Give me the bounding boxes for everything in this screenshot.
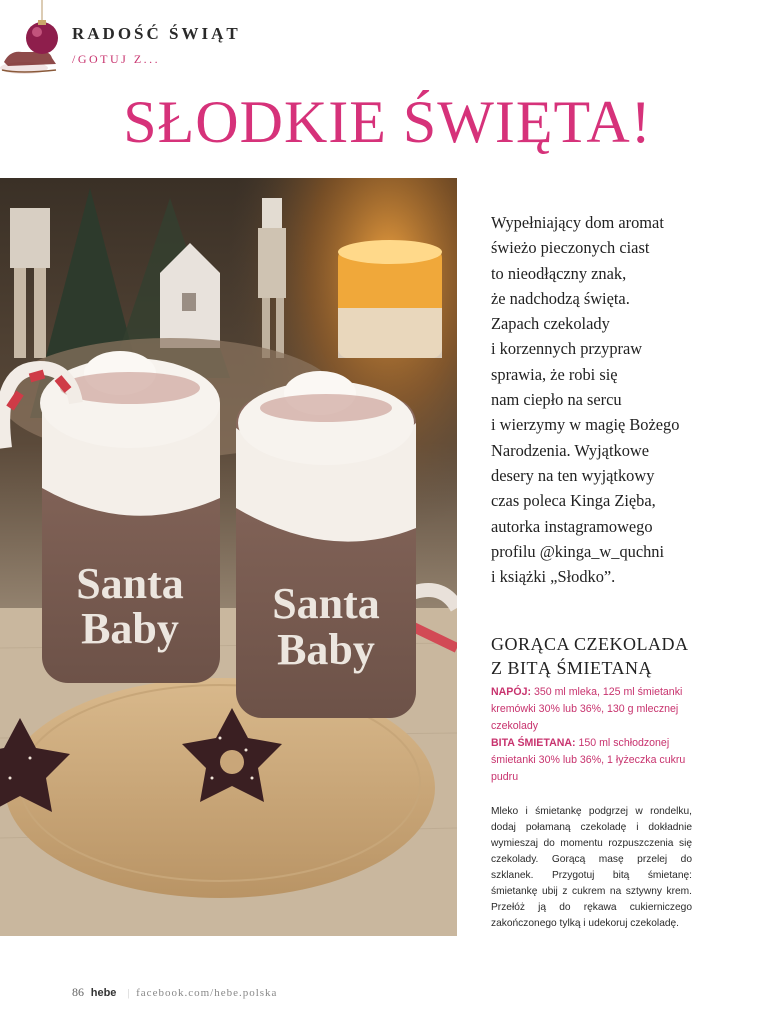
mug-text-santa: Santa <box>76 559 184 608</box>
section-subtitle: /GOTUJ Z... <box>72 52 161 66</box>
cream-label: BITA ŚMIETANA: <box>491 737 576 749</box>
drink-ingredients <box>491 684 696 735</box>
intro-line: to nieodłączny znak, <box>491 263 627 283</box>
intro-line: Zapach czekolady <box>491 314 610 334</box>
intro-line: nam ciepło na sercu <box>491 390 622 410</box>
intro-line: Narodzenia. Wyjątkowe <box>491 440 649 460</box>
footer-separator: | <box>127 987 130 999</box>
intro-line: profilu @kinga_w_quchni <box>491 541 665 561</box>
mug-text-baby-2: Baby <box>277 625 375 674</box>
intro-line: autorka instagramowego <box>491 516 653 536</box>
facebook-link[interactable]: facebook.com/hebe.polska <box>136 987 278 999</box>
drink-text: 350 ml mleka, 125 ml śmietanki kremówki 30% lub 36%, 130 g mlecznej czekolady <box>491 686 683 732</box>
intro-line: czas poleca Kinga Zięba, <box>491 491 656 511</box>
christmas-ornament-icon <box>0 0 68 82</box>
drink-label: NAPÓJ: <box>491 686 532 698</box>
intro-line: Wypełniający dom aromat <box>491 213 664 232</box>
recipe-instructions: Mleko i śmietankę podgrzej w rondelku, dodaj połamaną czekoladę i dokładnie wymieszaj do momentu rozpuszczenia się czekolady. Gorącą masę przelej do szklanek. Przygotuj bitą śmietanę: śmietankę ubij z cukrem na sztywny krem. Przełóż ją do rękawa cukierniczego zakończonego tylką i udekoruj czekoladę. <box>491 806 692 929</box>
intro-line: świeżo pieczonych ciast <box>491 238 650 258</box>
page-footer <box>72 985 277 1000</box>
mug-text-santa-2: Santa <box>272 579 380 628</box>
brand-logo: hebe <box>90 987 117 999</box>
intro-line: i korzennych przypraw <box>491 339 643 359</box>
intro-line: sprawia, że robi się <box>491 364 618 384</box>
cream-ingredients <box>491 735 696 786</box>
ingredients-list <box>491 684 696 786</box>
recipe-title-line: Z BITĄ ŚMIETANĄ <box>491 658 653 678</box>
section-title: RADOŚĆ ŚWIĄT <box>72 24 241 43</box>
page-headline: SŁODKIE ŚWIĘTA! <box>123 89 652 155</box>
page-number: 86 <box>72 985 84 999</box>
cream-text: 150 ml schłodzonej śmietanki 30% lub 36%, 1 łyżeczka cukru pudru <box>491 737 686 783</box>
intro-line: że nadchodzą święta. <box>491 288 630 308</box>
recipe-title-line: GORĄCA CZEKOLADA <box>491 634 689 654</box>
intro-line: i wierzymy w magię Bożego <box>491 415 680 435</box>
mug-text-baby: Baby <box>81 604 179 653</box>
recipe-title <box>491 632 751 680</box>
hot-chocolate-photo <box>0 178 457 936</box>
intro-line: i książki „Słodko”. <box>491 567 616 587</box>
intro-line: desery na ten wyjątkowy <box>491 465 655 485</box>
intro-paragraph <box>491 210 751 589</box>
